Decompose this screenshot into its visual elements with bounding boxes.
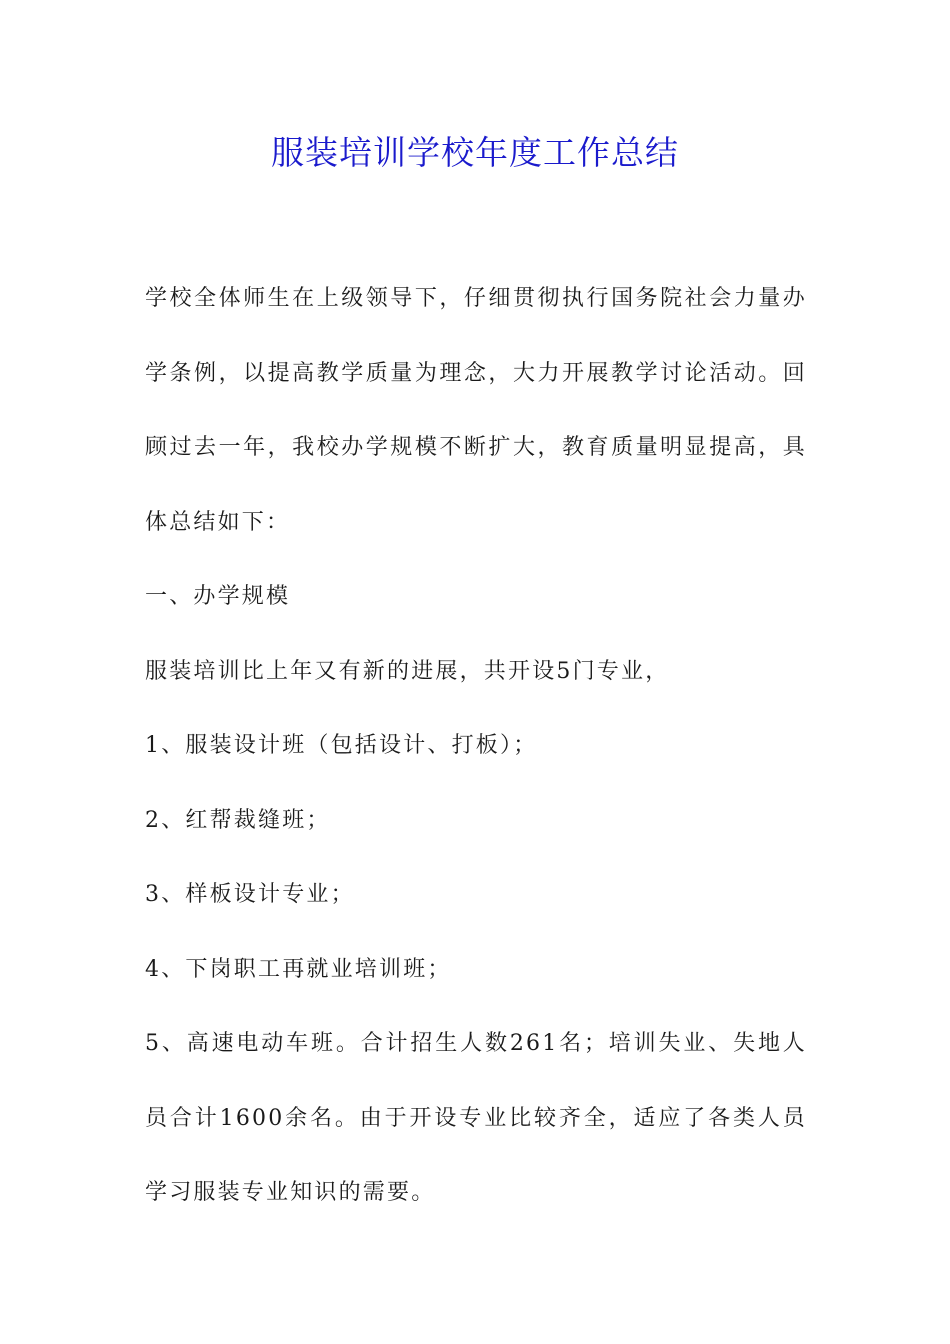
list-item-5: 5、高速电动车班。合计招生人数261名；培训失业、失地人员合计1600余名。由于开设专业比较齐全，适应了各类人员学习服装专业知识的需要。	[145, 1031, 807, 1205]
section-heading-scale: 一、办学规模	[145, 584, 291, 609]
list-item-2: 2、红帮裁缝班；	[145, 807, 331, 833]
document-title: 服装培训学校年度工作总结	[271, 133, 679, 172]
paragraph-programs-summary: 服装培训比上年又有新的进展，共开设5门专业，	[145, 658, 670, 684]
list-item-3: 3、样板设计专业；	[145, 882, 355, 907]
intro-paragraph: 学校全体师生在上级领导下，仔细贯彻执行国务院社会力量办学条例，以提高教学质量为理念，大力开展教学讨论活动。回顾过去一年，我校办学规模不断扩大，教育质量明显提高，具体总结如下：	[145, 286, 807, 535]
list-item-4: 4、下岗职工再就业培训班；	[145, 956, 452, 982]
list-item-1: 1、服装设计班（包括设计、打板）；	[145, 733, 538, 758]
document-body	[145, 262, 807, 1231]
